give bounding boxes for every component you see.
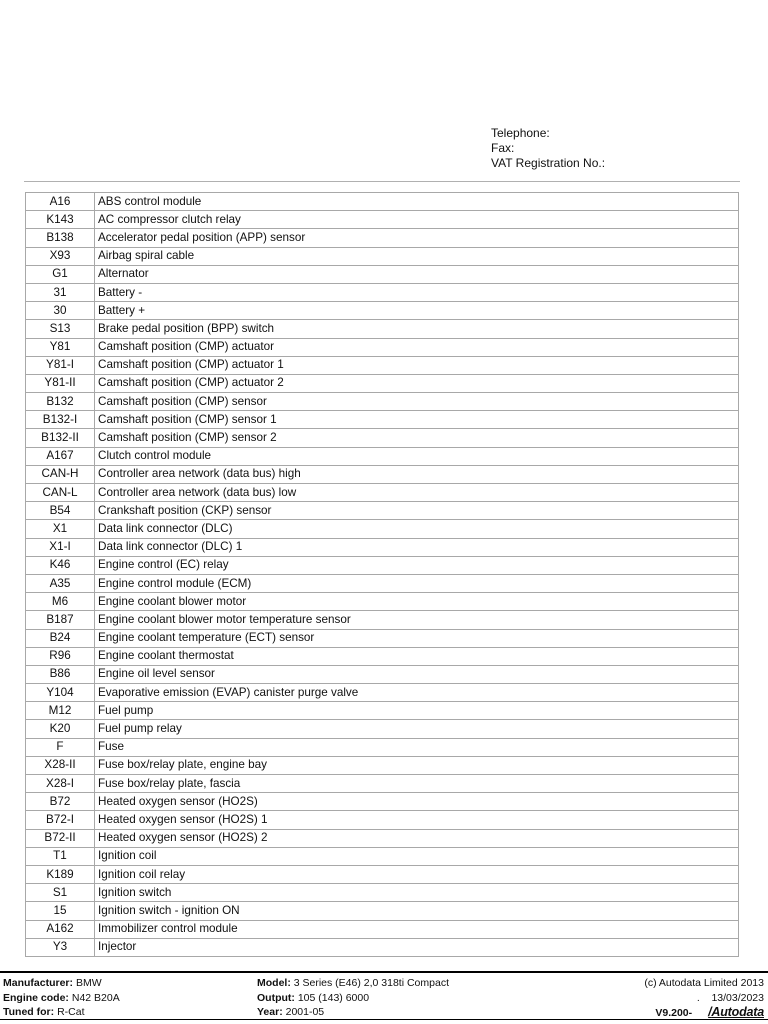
output-label: Output: [257, 991, 295, 1004]
component-code: B54 [26, 502, 95, 520]
version-line [644, 1005, 764, 1021]
component-code: A167 [26, 447, 95, 465]
component-name: Battery + [95, 302, 739, 320]
table-row [26, 374, 739, 392]
tuned-for-label: Tuned for: [3, 1006, 55, 1018]
table-row [26, 684, 739, 702]
component-code: B72-I [26, 811, 95, 829]
table-row [26, 738, 739, 756]
component-name: Airbag spiral cable [95, 247, 739, 265]
component-code: A16 [26, 193, 95, 211]
table-row [26, 629, 739, 647]
table-row [26, 884, 739, 902]
year-value: 2001-05 [285, 1006, 325, 1018]
component-name: Alternator [95, 265, 739, 283]
component-name: Camshaft position (CMP) actuator 1 [95, 356, 739, 374]
component-code: B24 [26, 629, 95, 647]
component-code: Y81 [26, 338, 95, 356]
component-name: Ignition coil relay [95, 865, 739, 883]
copyright-text: (c) Autodata Limited 2013 [644, 977, 764, 989]
header-divider [24, 181, 740, 182]
component-code: R96 [26, 647, 95, 665]
component-code: CAN-H [26, 465, 95, 483]
component-code: X93 [26, 247, 95, 265]
table-row [26, 302, 739, 320]
print-date: 13/03/2023 [711, 991, 764, 1004]
table-row [26, 829, 739, 847]
component-code: T1 [26, 847, 95, 865]
table-row [26, 811, 739, 829]
table-row [26, 775, 739, 793]
component-name: AC compressor clutch relay [95, 211, 739, 229]
component-name: Fuel pump relay [95, 720, 739, 738]
component-name: Immobilizer control module [95, 920, 739, 938]
component-name: Camshaft position (CMP) actuator [95, 338, 739, 356]
table-row [26, 574, 739, 592]
component-name: ABS control module [95, 193, 739, 211]
engine-code-line [3, 991, 120, 1006]
component-legend-body [26, 193, 739, 957]
component-code: Y81-I [26, 356, 95, 374]
component-name: Controller area network (data bus) low [95, 484, 739, 502]
component-name: Data link connector (DLC) [95, 520, 739, 538]
year-line [257, 1005, 449, 1020]
component-code: Y104 [26, 684, 95, 702]
component-name: Fuse [95, 738, 739, 756]
component-name: Engine coolant thermostat [95, 647, 739, 665]
manufacturer-label: Manufacturer: [3, 977, 74, 989]
contact-details [491, 126, 605, 171]
table-row [26, 465, 739, 483]
component-code: F [26, 738, 95, 756]
component-name: Crankshaft position (CKP) sensor [95, 502, 739, 520]
component-name: Engine coolant blower motor [95, 593, 739, 611]
component-name: Ignition coil [95, 847, 739, 865]
fax-label: Fax: [491, 141, 515, 155]
component-code: K20 [26, 720, 95, 738]
table-row [26, 702, 739, 720]
component-name: Engine coolant temperature (ECT) sensor [95, 629, 739, 647]
component-code: B187 [26, 611, 95, 629]
table-row [26, 211, 739, 229]
tuned-for-value: R-Cat [57, 1006, 85, 1018]
component-code: Y3 [26, 938, 95, 956]
version-number: V9.200- [655, 1007, 693, 1019]
component-name: Camshaft position (CMP) sensor [95, 393, 739, 411]
component-code: X1 [26, 520, 95, 538]
output-value: 105 (143) 6000 [297, 991, 370, 1004]
component-name: Camshaft position (CMP) sensor 1 [95, 411, 739, 429]
table-row [26, 484, 739, 502]
table-row [26, 865, 739, 883]
table-row [26, 611, 739, 629]
engine-code-label: Engine code: [3, 991, 69, 1004]
year-label: Year: [257, 1006, 283, 1018]
component-code: B132 [26, 393, 95, 411]
table-row [26, 283, 739, 301]
component-code: X28-I [26, 775, 95, 793]
component-name: Evaporative emission (EVAP) canister purge valve [95, 684, 739, 702]
table-row [26, 520, 739, 538]
table-row [26, 556, 739, 574]
table-row [26, 665, 739, 683]
table-row [26, 356, 739, 374]
table-row [26, 847, 739, 865]
component-code: 31 [26, 283, 95, 301]
table-row [26, 447, 739, 465]
component-code: S1 [26, 884, 95, 902]
table-row [26, 902, 739, 920]
component-name: Engine control module (ECM) [95, 574, 739, 592]
table-row [26, 756, 739, 774]
component-code: CAN-L [26, 484, 95, 502]
component-name: Ignition switch - ignition ON [95, 902, 739, 920]
component-name: Engine coolant blower motor temperature sensor [95, 611, 739, 629]
component-name: Heated oxygen sensor (HO2S) 1 [95, 811, 739, 829]
component-code: B138 [26, 229, 95, 247]
component-name: Engine control (EC) relay [95, 556, 739, 574]
component-code: X28-II [26, 756, 95, 774]
manufacturer-line [3, 976, 120, 991]
component-name: Ignition switch [95, 884, 739, 902]
manufacturer-value: BMW [75, 977, 102, 989]
model-line [257, 976, 449, 991]
table-row [26, 720, 739, 738]
component-name: Clutch control module [95, 447, 739, 465]
component-name: Engine oil level sensor [95, 665, 739, 683]
component-name: Fuse box/relay plate, engine bay [95, 756, 739, 774]
component-name: Battery - [95, 283, 739, 301]
component-name: Fuse box/relay plate, fascia [95, 775, 739, 793]
date-line [644, 991, 764, 1006]
component-code: B72-II [26, 829, 95, 847]
vat-label: VAT Registration No.: [491, 156, 606, 170]
table-row [26, 938, 739, 956]
output-line [257, 991, 449, 1006]
component-code: M12 [26, 702, 95, 720]
component-code: G1 [26, 265, 95, 283]
table-row [26, 320, 739, 338]
component-code: M6 [26, 593, 95, 611]
component-code: B72 [26, 793, 95, 811]
component-name: Camshaft position (CMP) sensor 2 [95, 429, 739, 447]
table-row [26, 647, 739, 665]
component-code: B132-I [26, 411, 95, 429]
component-name: Camshaft position (CMP) actuator 2 [95, 374, 739, 392]
table-row [26, 593, 739, 611]
tuned-for-line [3, 1005, 120, 1020]
vehicle-info-footer [0, 971, 768, 1020]
component-code: K46 [26, 556, 95, 574]
component-code: A35 [26, 574, 95, 592]
component-code: S13 [26, 320, 95, 338]
footer-middle-column [257, 976, 449, 1020]
date-prefix: . [696, 991, 700, 1004]
footer-left-column [3, 976, 120, 1020]
table-row [26, 920, 739, 938]
model-value: 3 Series (E46) 2,0 318ti Compact [293, 977, 449, 989]
component-code: B86 [26, 665, 95, 683]
component-name: Fuel pump [95, 702, 739, 720]
component-code: B132-II [26, 429, 95, 447]
footer-right-column [644, 976, 764, 1021]
component-name: Heated oxygen sensor (HO2S) [95, 793, 739, 811]
component-name: Brake pedal position (BPP) switch [95, 320, 739, 338]
component-name: Accelerator pedal position (APP) sensor [95, 229, 739, 247]
table-row [26, 393, 739, 411]
table-row [26, 265, 739, 283]
component-code: 30 [26, 302, 95, 320]
table-row [26, 247, 739, 265]
component-name: Heated oxygen sensor (HO2S) 2 [95, 829, 739, 847]
table-row [26, 411, 739, 429]
table-row [26, 338, 739, 356]
component-code: A162 [26, 920, 95, 938]
table-row [26, 502, 739, 520]
engine-code-value: N42 B20A [71, 991, 120, 1004]
table-row [26, 538, 739, 556]
table-row [26, 193, 739, 211]
autodata-logo: /Autodata [708, 1005, 764, 1019]
table-row [26, 229, 739, 247]
component-code: 15 [26, 902, 95, 920]
table-row [26, 793, 739, 811]
component-code: K189 [26, 865, 95, 883]
component-name: Injector [95, 938, 739, 956]
component-code: X1-I [26, 538, 95, 556]
component-code: Y81-II [26, 374, 95, 392]
telephone-label: Telephone: [491, 126, 550, 140]
component-code: K143 [26, 211, 95, 229]
table-row [26, 429, 739, 447]
component-name: Data link connector (DLC) 1 [95, 538, 739, 556]
autodata-logo-text: Autodata [711, 1005, 764, 1019]
component-legend-table [25, 192, 739, 957]
component-name: Controller area network (data bus) high [95, 465, 739, 483]
model-label: Model: [257, 977, 291, 989]
